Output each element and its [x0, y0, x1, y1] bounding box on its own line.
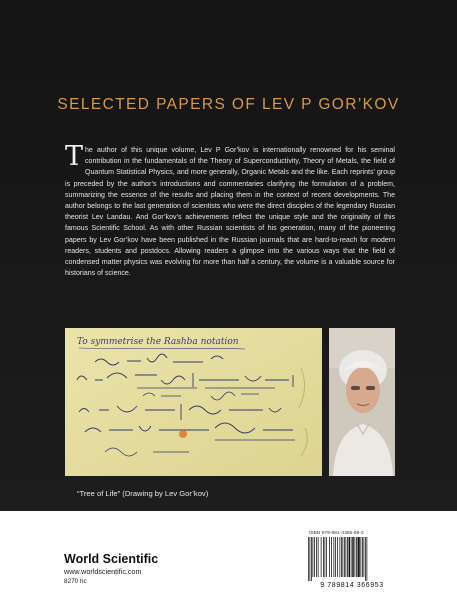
barcode-digits: 9 789814 366953 [320, 582, 384, 589]
barcode-bar [329, 537, 330, 577]
author-portrait-photo [329, 328, 395, 476]
barcode-bar [352, 537, 354, 577]
barcode-bar [356, 537, 357, 577]
drop-cap: T [65, 141, 84, 172]
publisher-name: World Scientific [64, 552, 159, 566]
barcode-bar [316, 537, 317, 577]
barcode-bar [343, 537, 344, 577]
barcode-graphic [306, 537, 398, 581]
barcode-bar [308, 537, 309, 581]
barcode-bar [341, 537, 342, 577]
book-title: SELECTED PAPERS OF LEV P GOR’KOV [57, 96, 400, 113]
publisher-website: www.worldscientific.com [64, 567, 142, 576]
barcode-bar [326, 537, 327, 577]
barcode-bar [313, 537, 314, 577]
barcode-bars [306, 537, 398, 581]
barcode-bar [347, 537, 348, 577]
barcode-bar [361, 537, 362, 577]
portrait-drawing [329, 328, 395, 476]
notes-heading: To symmetrise the Rashba notation [77, 337, 239, 347]
barcode-bar [335, 537, 336, 577]
handwritten-formula-drawing [65, 328, 322, 476]
book-description [65, 141, 395, 279]
barcode-bar [358, 537, 360, 577]
image-caption: “Tree of Life” (Drawing by Lev Gor’kov) [77, 489, 209, 498]
barcode-bar [310, 537, 311, 581]
barcode-bar [349, 537, 351, 577]
description-text: he author of this unique volume, Lev P Gor’kov is internationally renowned for his seminal contribution in the fundamentals of the Theory of Superconductivity, Theory of Metals, the field of Quantum Statistical Physics, and more generally, Organic Metals and the like. Each reprints’ group is preceded by the author’s introductions and commentaries clarifying the formulation of a problem, summarizing the essence of the results and placing them in the context of recent developments. The author belongs to the last generation of scientists who were the direct disciples of the legendary Russian theorist Lev Landau. And Gor’kov’s achievements reflect the unique style and the originality of this famous Scientific School. As with other Russian scientists of his generation, many of the pioneering papers by Lev Gor’kov have been published in the Russian journals that are hard-to-reach for modern readers, students and postdocs. Allowing readers a glimpse into the various ways that the field of condensed matter physics was evolving for more than half a century, the volume is a valuable source for historians of science. [65, 147, 395, 278]
barcode-bar [334, 537, 335, 577]
barcode-bar [346, 537, 347, 577]
barcode-bar [367, 537, 368, 581]
barcode-bar [344, 537, 345, 577]
handwritten-notes-image [65, 328, 322, 476]
barcode-bar [355, 537, 356, 577]
barcode-bar [364, 537, 365, 577]
barcode-bar [321, 537, 322, 577]
barcode-bar [340, 537, 341, 577]
barcode-bar [362, 537, 363, 577]
barcode-bar [337, 537, 338, 577]
barcode-bar [351, 537, 352, 577]
barcode-bar [365, 537, 366, 581]
isbn-label: ISBN 978-981-4366-95-3 [309, 531, 364, 536]
barcode-bar [323, 537, 324, 577]
barcode-bar [318, 537, 319, 577]
barcode-bar [325, 537, 326, 577]
barcode-bar [331, 537, 332, 577]
product-code: 8270 hc [64, 578, 87, 585]
barcode-bar [314, 537, 315, 577]
barcode-bar [311, 537, 312, 581]
